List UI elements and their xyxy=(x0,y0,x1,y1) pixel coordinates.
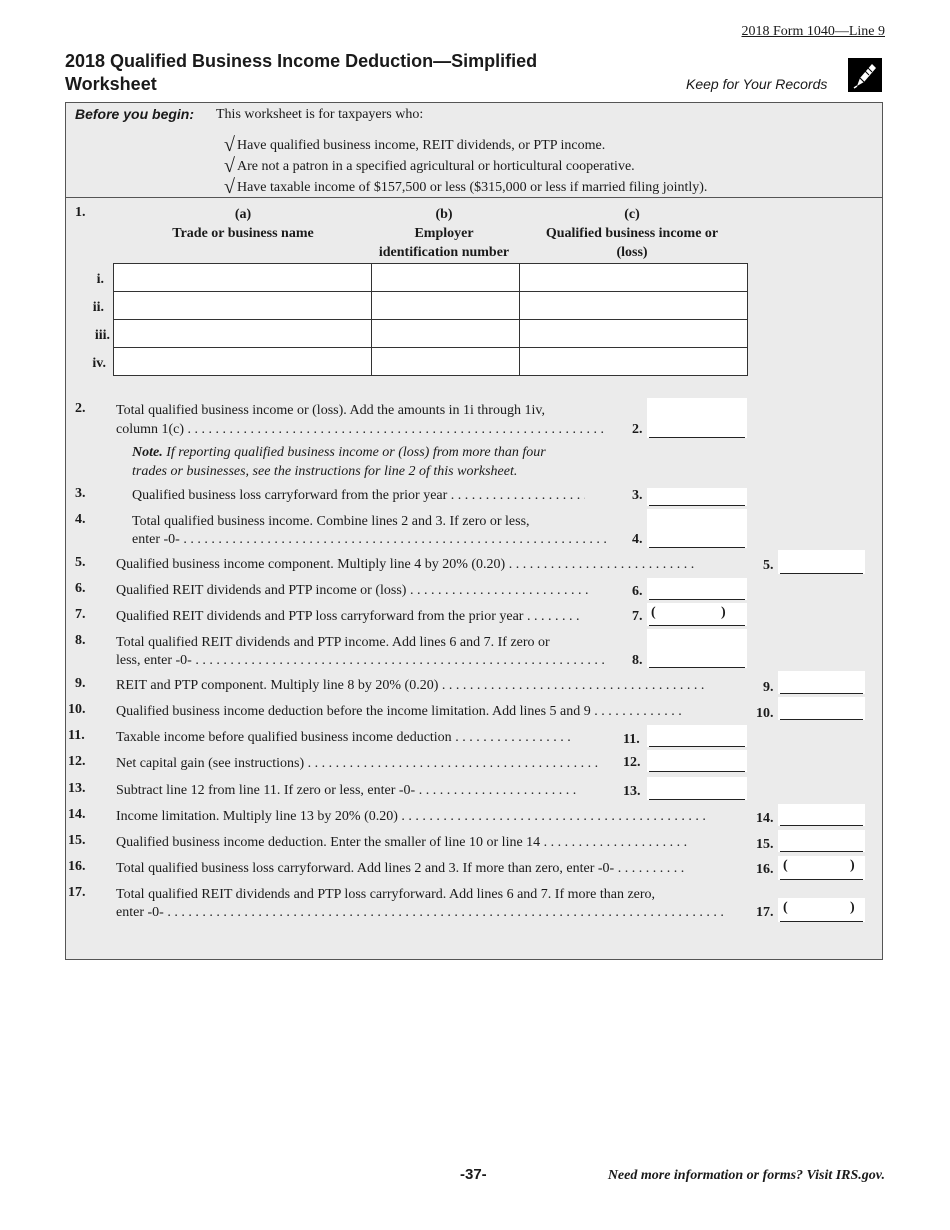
line-6-ref: 6. xyxy=(632,584,643,599)
line-15-box[interactable] xyxy=(778,830,865,852)
criterion-text: Have taxable income of $157,500 or less ($315,000 or less if married filing jointly). xyxy=(236,180,708,195)
row-iii-name-field[interactable] xyxy=(113,319,372,348)
line-11-box[interactable] xyxy=(647,725,747,747)
line-13-ref: 13. xyxy=(623,784,641,799)
row-ii-name-field[interactable] xyxy=(113,291,372,320)
section-divider xyxy=(65,197,883,198)
line-8-number: 8. xyxy=(75,633,86,648)
criterion-2 xyxy=(224,153,635,176)
line-2-number: 2. xyxy=(75,401,86,416)
line-4-text-cont: enter -0- . . . xyxy=(132,530,611,549)
line-8-text: Total qualified REIT dividends and PTP income. Add lines 6 and 7. If zero or xyxy=(116,635,550,650)
line-13-box[interactable] xyxy=(647,777,747,800)
line-6-box[interactable] xyxy=(647,578,747,600)
line-17-text-cont: enter -0- . . . xyxy=(116,903,725,922)
row-label-i: i. xyxy=(96,272,104,287)
row-iv-name-field[interactable] xyxy=(113,347,372,376)
line-16-open-paren: ( xyxy=(783,858,788,873)
line-5-box[interactable] xyxy=(778,550,865,574)
line-14-text: Income limitation. Multiply line 13 by 20% (0.20) . . . xyxy=(116,807,705,826)
line-16-close-paren: ) xyxy=(850,858,855,873)
line-4-number: 4. xyxy=(75,512,86,527)
line-5-ref: 5. xyxy=(763,558,774,573)
line-12-box[interactable] xyxy=(647,750,747,772)
line-12-text: Net capital gain (see instructions) . . . xyxy=(116,754,600,773)
line-5-number: 5. xyxy=(75,555,86,570)
line-10-box[interactable] xyxy=(778,697,865,720)
row-iii-ein-field[interactable] xyxy=(371,319,520,348)
line-16-number: 16. xyxy=(68,859,86,874)
before-you-begin-intro: This worksheet is for taxpayers who: xyxy=(216,107,424,122)
line-10-text: Qualified business income deduction before the income limitation. Add lines 5 and 9 . . . xyxy=(116,702,682,721)
line-15-number: 15. xyxy=(68,833,86,848)
line-17-text: Total qualified REIT dividends and PTP loss carryforward. Add lines 6 and 7. If more than zero, xyxy=(116,887,656,902)
row-i-ein-field[interactable] xyxy=(371,263,520,292)
line-3-ref: 3. xyxy=(632,488,643,503)
before-you-begin-label: Before you begin: xyxy=(75,106,195,122)
line-9-number: 9. xyxy=(75,676,86,691)
line-2-note: Note. If reporting qualified business income or (loss) from more than four xyxy=(132,445,546,460)
line-14-box[interactable] xyxy=(778,804,865,826)
line-3-text: Qualified business loss carryforward from the prior year . . . xyxy=(132,486,585,505)
line-17-ref: 17. xyxy=(756,905,774,920)
row-ii-ein-field[interactable] xyxy=(371,291,520,320)
check-icon: √ xyxy=(224,155,235,177)
check-icon: √ xyxy=(224,176,235,198)
line-6-text: Qualified REIT dividends and PTP income or (loss) . . . xyxy=(116,581,592,600)
line-13-number: 13. xyxy=(68,781,86,796)
row-label-ii: ii. xyxy=(92,300,104,315)
line-14-number: 14. xyxy=(68,807,86,822)
line-8-text-cont: less, enter -0- . . . xyxy=(116,651,607,670)
line-2-ref: 2. xyxy=(632,422,643,437)
line-17-close-paren: ) xyxy=(850,900,855,915)
line-17-box[interactable] xyxy=(778,898,865,922)
line-17-number: 17. xyxy=(68,885,86,900)
column-a-header: (a) Trade or business name xyxy=(172,207,314,241)
line-16-text: Total qualified business loss carryforward. Add lines 2 and 3. If more than zero, enter -0- . . . xyxy=(116,859,688,878)
line-7-box[interactable] xyxy=(647,603,747,626)
line-3-box[interactable] xyxy=(647,488,747,506)
criterion-text: Have qualified business income, REIT dividends, or PTP income. xyxy=(236,138,606,153)
line-10-ref: 10. xyxy=(756,706,774,721)
line-7-open-paren: ( xyxy=(651,605,656,620)
line-7-ref: 7. xyxy=(632,609,643,624)
line-2-text-cont: column 1(c) . . . xyxy=(116,420,604,439)
line-4-box[interactable] xyxy=(647,509,747,548)
form-reference: 2018 Form 1040—Line 9 xyxy=(741,24,885,39)
line-16-box[interactable] xyxy=(778,856,865,880)
pen-icon xyxy=(848,58,882,92)
line-11-ref: 11. xyxy=(623,732,640,747)
line-17-open-paren: ( xyxy=(783,900,788,915)
row-iv-income-field[interactable] xyxy=(519,347,748,376)
more-info-link[interactable]: Need more information or forms? Visit IRS.gov. xyxy=(607,1168,885,1183)
line-9-text: REIT and PTP component. Multiply line 8 by 20% (0.20) . . . xyxy=(116,676,708,695)
keep-records-note: Keep for Your Records xyxy=(686,76,828,92)
page-title: 2018 Qualified Business Income Deduction—Simplified Worksheet xyxy=(65,51,538,94)
line-7-close-paren: ) xyxy=(721,605,726,620)
line-4-text: Total qualified business income. Combine lines 2 and 3. If zero or less, xyxy=(132,514,530,529)
row-label-iii: iii. xyxy=(94,328,110,343)
line-7-text: Qualified REIT dividends and PTP loss carryforward from the prior year . . . xyxy=(116,607,579,626)
check-icon: √ xyxy=(224,134,235,156)
line-9-ref: 9. xyxy=(763,680,774,695)
line-3-number: 3. xyxy=(75,486,86,501)
line-15-text: Qualified business income deduction. Enter the smaller of line 10 or line 14 . . . xyxy=(116,833,690,852)
line-2-note-cont: trades or businesses, see the instructions for line 2 of this worksheet. xyxy=(132,464,518,479)
line-1-number: 1. xyxy=(75,205,86,220)
line-4-ref: 4. xyxy=(632,532,643,547)
row-ii-income-field[interactable] xyxy=(519,291,748,320)
line-8-ref: 8. xyxy=(632,653,643,668)
row-label-iv: iv. xyxy=(92,356,106,371)
line-13-text: Subtract line 12 from line 11. If zero or less, enter -0- . . . xyxy=(116,781,579,800)
line-6-number: 6. xyxy=(75,581,86,596)
page-number: -37- xyxy=(460,1166,487,1183)
row-i-name-field[interactable] xyxy=(113,263,372,292)
line-10-number: 10. xyxy=(68,702,86,717)
criterion-3 xyxy=(224,174,707,197)
row-iii-income-field[interactable] xyxy=(519,319,748,348)
line-9-box[interactable] xyxy=(778,671,865,694)
row-i-income-field[interactable] xyxy=(519,263,748,292)
row-iv-ein-field[interactable] xyxy=(371,347,520,376)
line-2-box[interactable] xyxy=(647,398,747,438)
criterion-text: Are not a patron in a specified agricultural or horticultural cooperative. xyxy=(236,159,635,174)
line-7-number: 7. xyxy=(75,607,86,622)
line-2-text: Total qualified business income or (loss). Add the amounts in 1i through 1iv, xyxy=(116,403,545,418)
column-b-header: (b) Employer identification number xyxy=(378,207,510,260)
line-12-ref: 12. xyxy=(623,755,641,770)
column-c-header: (c) Qualified business income or (loss) xyxy=(545,207,719,260)
line-5-text: Qualified business income component. Multiply line 4 by 20% (0.20) . . . xyxy=(116,555,697,574)
line-8-box[interactable] xyxy=(647,629,747,668)
line-11-text: Taxable income before qualified business income deduction . . . xyxy=(116,728,573,747)
line-16-ref: 16. xyxy=(756,862,774,877)
line-14-ref: 14. xyxy=(756,811,774,826)
line-15-ref: 15. xyxy=(756,837,774,852)
line-12-number: 12. xyxy=(68,754,86,769)
criterion-1 xyxy=(224,132,605,155)
line-11-number: 11. xyxy=(68,728,85,743)
